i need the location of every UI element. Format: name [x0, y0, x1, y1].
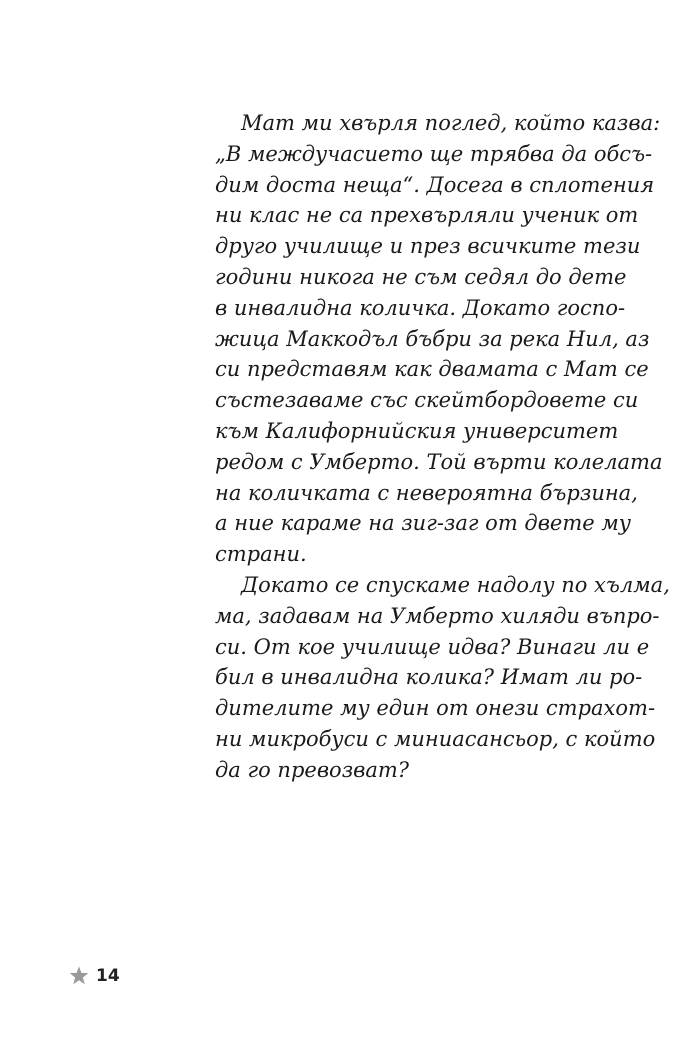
text-line-22: да го превозват?: [215, 757, 410, 782]
text-line-8: жица Маккодъл бъбри за река Нил, аз: [215, 326, 650, 351]
page-footer: [68, 963, 120, 989]
text-line-11: към Калифорнийския университет: [215, 418, 619, 443]
text-line-18: си. От кое училище идва? Винаги ли е: [215, 634, 650, 659]
text-line-1: Мат ми хвърля поглед, който казва:: [241, 111, 661, 135]
text-line-7: в инвалидна количка. Докато госпо-: [215, 295, 626, 320]
body-text: [215, 108, 670, 786]
text-line-6: години никога не съм седял до дете: [215, 264, 627, 289]
text-line-5: друго училище и през всичките тези: [215, 234, 641, 259]
text-line-2: „В междучасието ще трябва да обсъ-: [215, 141, 653, 166]
text-line-20: дителите му един от онези страхот-: [215, 696, 656, 721]
text-line-21: ни микробуси с миниасансьор, с който: [215, 726, 656, 751]
text-line-13: на количката с невероятна бързина,: [215, 480, 638, 505]
text-line-9: си представям как двамата с Мат се: [215, 357, 649, 382]
text-line-17: ма, задавам на Умберто хиляди въпро-: [215, 603, 660, 628]
text-line-12: редом с Умберто. Той върти колелата: [215, 449, 663, 474]
text-line-16: Докато се спускаме надолу по хълма,: [241, 572, 670, 597]
text-line-3: дим доста неща“. Досега в сплотения: [215, 172, 655, 197]
page-number: 14: [96, 966, 120, 986]
text-line-14: а ние караме на зиг-заг от двете му: [215, 511, 631, 536]
star-icon: [68, 965, 90, 987]
text-line-4: ни клас не са прехвърляли ученик от: [215, 203, 639, 228]
text-line-10: състезаваме със скейтбордовете си: [215, 388, 639, 413]
text-line-15: страни.: [215, 542, 307, 567]
text-line-19: бил в инвалидна колика? Имат ли ро-: [215, 665, 643, 690]
